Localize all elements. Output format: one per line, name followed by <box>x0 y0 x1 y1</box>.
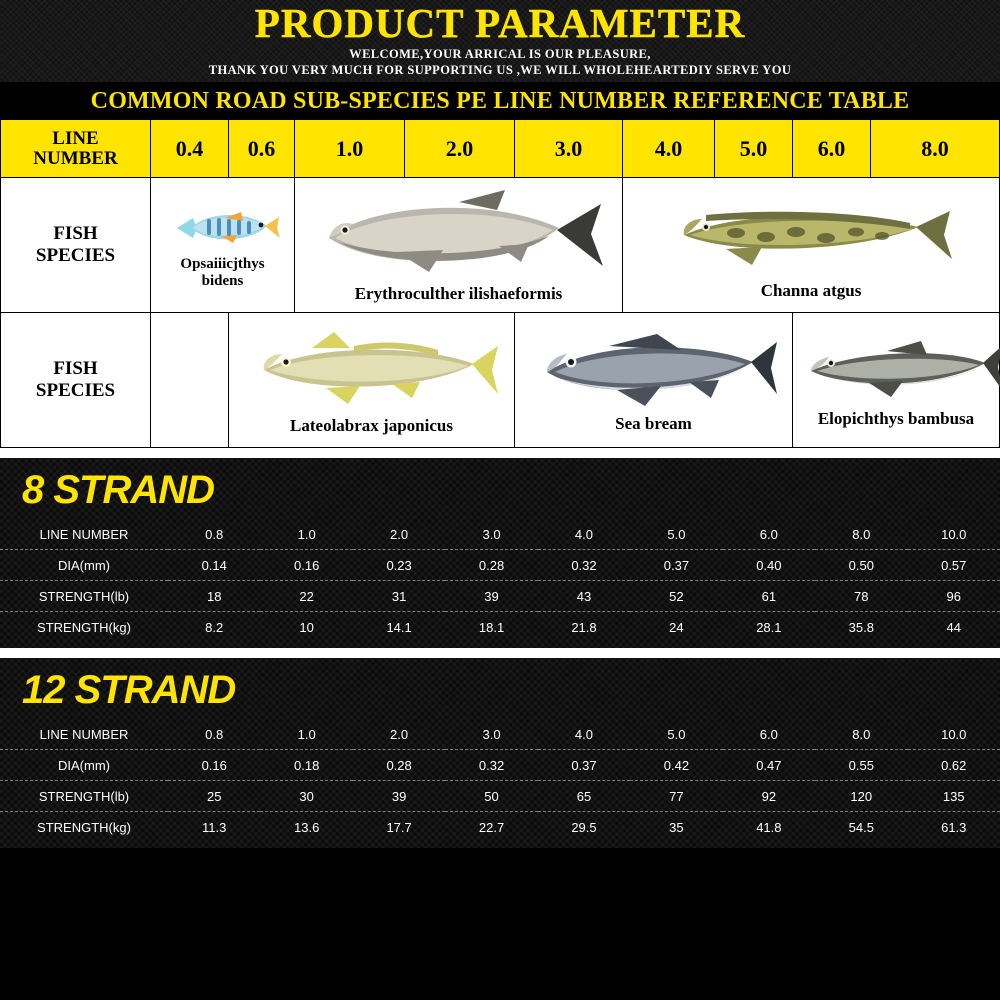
page-header <box>0 0 1000 82</box>
cell: 0.47 <box>723 750 815 781</box>
cell: 92 <box>723 781 815 812</box>
cell: 54.5 <box>848 820 874 836</box>
row-label: STRENGTH(kg) <box>37 820 131 836</box>
cell: 39 <box>353 781 445 812</box>
cell: 0.32 <box>445 750 537 781</box>
cell: 0.62 <box>908 750 1000 781</box>
line-number-cell: 0.6 <box>229 120 295 178</box>
welcome-line-1: WELCOME,YOUR ARRICAL IS OUR PLEASURE, <box>349 47 651 62</box>
cell: 18 <box>168 581 260 612</box>
line-number-cell: 8.0 <box>871 120 1000 178</box>
page-title: PRODUCT PARAMETER <box>254 0 746 46</box>
cell: 29.5 <box>571 820 597 836</box>
cell: 96 <box>908 581 1000 612</box>
cell: 28.1 <box>756 620 782 636</box>
fish-icon-sea-bream <box>529 326 779 414</box>
table-row <box>0 550 1000 581</box>
table-row-fish-species-1 <box>1 178 1000 313</box>
row-label: LINE NUMBER <box>0 519 168 550</box>
reference-table-banner <box>0 82 1000 119</box>
cell: 0.37 <box>538 750 630 781</box>
fish-icon-erythroculter <box>309 186 609 284</box>
cell: 11.3 <box>202 820 227 836</box>
fish-name: Lateolabrax japonicus <box>290 415 453 435</box>
fish-name-second-line: bidens <box>201 273 244 290</box>
cell: 35 <box>669 820 684 836</box>
cell: 0.8 <box>168 519 260 550</box>
fish-cell <box>229 313 515 448</box>
cell: 0.14 <box>168 550 260 581</box>
spec-table-8-strand <box>0 519 1000 642</box>
line-number-cell: 6.0 <box>793 120 871 178</box>
table-row-fish-species-2 <box>1 313 1000 448</box>
cell: 10.0 <box>908 719 1000 750</box>
cell: 35.8 <box>848 620 874 636</box>
cell: 0.40 <box>723 550 815 581</box>
table-row-line-numbers <box>1 120 1000 178</box>
cell: 4.0 <box>538 719 630 750</box>
cell: 0.37 <box>630 550 722 581</box>
fish-species-label-line2: SPECIES <box>35 245 116 267</box>
cell: 8.0 <box>815 519 907 550</box>
cell: 0.28 <box>353 750 445 781</box>
cell: 52 <box>630 581 722 612</box>
cell: 41.8 <box>756 820 782 836</box>
section-8-strand <box>0 458 1000 648</box>
table-row <box>0 812 1000 843</box>
cell: 0.16 <box>260 550 352 581</box>
cell: 10.0 <box>908 519 1000 550</box>
cell: 43 <box>538 581 630 612</box>
cell: 1.0 <box>260 519 352 550</box>
cell: 2.0 <box>353 719 445 750</box>
cell: 135 <box>908 781 1000 812</box>
cell: 1.0 <box>260 719 352 750</box>
fish-cell <box>515 313 793 448</box>
fish-icon-elopichthys <box>795 331 1000 409</box>
fish-species-label-line2: SPECIES <box>35 380 116 402</box>
fish-name: Sea bream <box>615 413 692 433</box>
line-number-header <box>1 120 151 178</box>
cell: 120 <box>815 781 907 812</box>
cell: 14.1 <box>386 620 412 636</box>
table-row <box>0 612 1000 643</box>
cell: 8.0 <box>815 719 907 750</box>
line-number-cell: 5.0 <box>715 120 793 178</box>
cell: 5.0 <box>630 519 722 550</box>
line-number-cell: 1.0 <box>295 120 405 178</box>
cell: 0.8 <box>168 719 260 750</box>
fish-name: Channa atgus <box>760 280 862 300</box>
cell: 2.0 <box>353 519 445 550</box>
line-number-cell: 4.0 <box>623 120 715 178</box>
fish-cell <box>793 313 1000 448</box>
cell: 61 <box>723 581 815 612</box>
spec-table-12-strand <box>0 719 1000 842</box>
cell: 18.1 <box>478 620 505 636</box>
section-divider-1 <box>0 448 1000 458</box>
fish-icon-lateolabrax <box>242 324 502 416</box>
fish-name: Elopichthys bambusa <box>817 408 975 428</box>
line-number-header-line1: LINE <box>52 127 99 149</box>
row-label: LINE NUMBER <box>0 719 168 750</box>
reference-table-banner-text: COMMON ROAD SUB-SPECIES PE LINE NUMBER REFERENCE TABLE <box>90 88 910 115</box>
cell: 3.0 <box>445 719 537 750</box>
fish-name: Opsaiiicjthys <box>180 256 265 273</box>
cell: 25 <box>168 781 260 812</box>
table-row <box>0 519 1000 550</box>
fish-cell <box>295 178 623 313</box>
welcome-line-2: THANK YOU VERY MUCH FOR SUPPORTING US ,WE WILL WHOLEHEARTEDIY SERVE YOU <box>208 63 792 78</box>
section-12-strand <box>0 658 1000 848</box>
fish-name: Erythroculther ilishaeformis <box>354 283 563 303</box>
cell: 6.0 <box>723 519 815 550</box>
cell: 0.42 <box>630 750 722 781</box>
pe-line-reference-table <box>0 119 1000 448</box>
cell: 0.23 <box>353 550 445 581</box>
cell: 17.7 <box>386 820 412 836</box>
line-number-cell: 0.4 <box>151 120 229 178</box>
cell: 0.18 <box>260 750 352 781</box>
line-number-header-line2: NUMBER <box>33 147 118 169</box>
cell: 8.2 <box>205 620 224 636</box>
table-row <box>0 719 1000 750</box>
row-label: STRENGTH(lb) <box>0 781 168 812</box>
cell: 44 <box>946 620 961 636</box>
cell: 0.55 <box>815 750 907 781</box>
cell: 61.3 <box>941 820 967 836</box>
line-number-cell: 2.0 <box>405 120 515 178</box>
cell: 30 <box>260 781 352 812</box>
cell: 50 <box>445 781 537 812</box>
cell: 78 <box>815 581 907 612</box>
row-label: DIA(mm) <box>0 550 168 581</box>
cell: 5.0 <box>630 719 722 750</box>
fish-icon-channa-argus <box>666 189 956 281</box>
cell: 21.8 <box>571 620 597 636</box>
table-row <box>0 581 1000 612</box>
section-divider-2 <box>0 648 1000 658</box>
table-row <box>0 781 1000 812</box>
cell: 22.7 <box>478 820 505 836</box>
fish-icon-opsariichthys <box>163 198 283 256</box>
section-title-12-strand: 12 STRAND <box>22 668 236 713</box>
fish-species-row-label <box>1 178 151 313</box>
fish-cell <box>623 178 1000 313</box>
cell: 13.6 <box>294 820 320 836</box>
fish-cell <box>151 178 295 313</box>
cell: 10 <box>299 620 314 636</box>
row-label: STRENGTH(lb) <box>0 581 168 612</box>
cell: 0.16 <box>168 750 260 781</box>
cell: 6.0 <box>723 719 815 750</box>
row-label: DIA(mm) <box>0 750 168 781</box>
line-number-cell: 3.0 <box>515 120 623 178</box>
cell: 31 <box>353 581 445 612</box>
fish-species-label-line1: FISH <box>53 358 98 380</box>
cell: 3.0 <box>445 519 537 550</box>
cell: 0.32 <box>538 550 630 581</box>
fish-species-label-line1: FISH <box>53 223 98 245</box>
cell: 0.28 <box>445 550 537 581</box>
cell: 39 <box>445 581 537 612</box>
cell: 4.0 <box>538 519 630 550</box>
cell: 0.50 <box>815 550 907 581</box>
cell: 0.57 <box>908 550 1000 581</box>
cell: 65 <box>538 781 630 812</box>
fish-species-row-label <box>1 313 151 448</box>
cell: 22 <box>260 581 352 612</box>
row-label: STRENGTH(kg) <box>37 620 131 636</box>
cell: 77 <box>630 781 722 812</box>
fish-cell-empty <box>151 313 229 448</box>
cell: 24 <box>669 620 684 636</box>
section-title-8-strand: 8 STRAND <box>22 468 215 513</box>
table-row <box>0 750 1000 781</box>
